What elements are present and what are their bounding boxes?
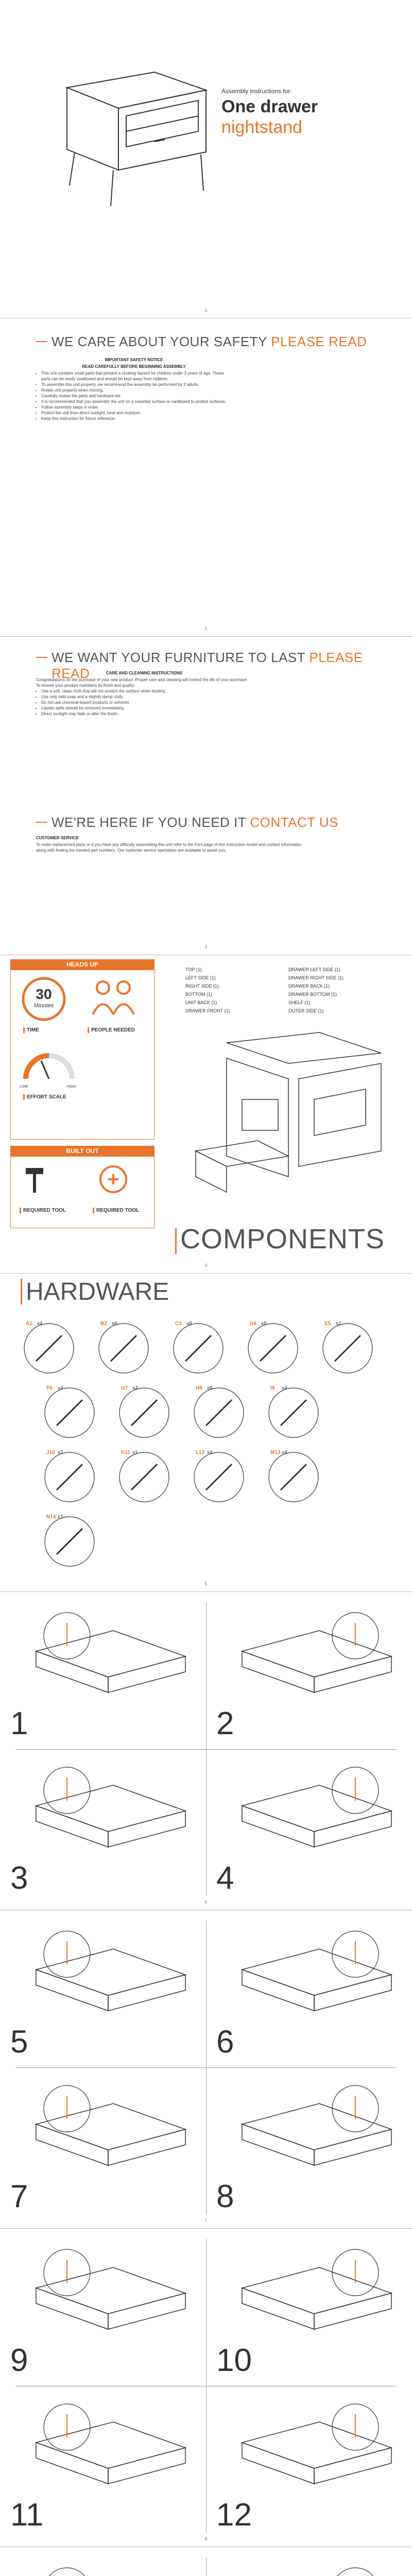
care-head: CARE AND CLEANING INSTRUCTIONS [106, 671, 183, 675]
nightstand-illustration [0, 0, 412, 318]
step-diagram [227, 1759, 402, 1878]
safety-text [36, 357, 232, 421]
care-text [36, 670, 252, 717]
step-number: 5 [10, 2024, 28, 2060]
hardware-grid [21, 1320, 391, 1567]
hardware-qty: x2 [336, 1321, 341, 1327]
care-intro: Congratulations on the purchase of your new product. Proper care and cleaning will extend the life of your purchase. To ensure your product maintains its finish and quality: [36, 677, 248, 688]
safety-title: WE CARE ABOUT YOUR SAFETY [52, 334, 267, 349]
safety-item: • Keep this instruction for future reference. [41, 416, 232, 421]
part-item: UNIT BACK (1) [185, 1000, 217, 1005]
hardware-item [95, 1320, 152, 1377]
safety-page [0, 318, 412, 637]
hardware-code: B2 [100, 1321, 107, 1327]
hardware-qty: x4 [282, 1450, 287, 1455]
step-diagram [21, 1605, 196, 1723]
safety-notice-sub: READ CAREFULLY BEFORE BEGINNING ASSEMBLY [82, 364, 186, 369]
hammer-icon [21, 1164, 52, 1195]
hardware-circle-icon [191, 1449, 247, 1505]
hardware-item [245, 1320, 301, 1377]
steps-page [0, 2547, 412, 2576]
exploded-view-diagram [185, 1022, 402, 1218]
hardware-code: J10 [46, 1450, 55, 1455]
screwdriver-icon [98, 1164, 129, 1195]
care-title-accent: PLEASE READ [52, 650, 363, 681]
step-diagram [227, 2396, 402, 2515]
safety-item: • Carefully review the parts and hardware list. [41, 393, 232, 399]
page-number: 3 [204, 944, 208, 950]
components-page [0, 955, 412, 1274]
people-label: PEOPLE NEEDED [88, 1027, 135, 1033]
effort-low: LOW [20, 1085, 28, 1089]
safety-item: • Rotate unit properly when moving. [41, 387, 232, 393]
step-diagram [21, 2078, 196, 2196]
step-diagram [21, 2396, 196, 2515]
hardware-code: E5 [324, 1321, 331, 1327]
step-number: 6 [216, 2024, 234, 2060]
part-item: RIGHT SIDE (1) [185, 984, 219, 989]
hardware-code: N14 [46, 1514, 56, 1520]
hardware-circle-icon [265, 1384, 322, 1441]
step-number: 7 [10, 2179, 28, 2214]
hardware-code: A1 [26, 1321, 32, 1327]
hardware-item [170, 1320, 227, 1377]
parts-list-left [185, 965, 230, 1015]
step-diagram [227, 1923, 402, 2042]
cover-title-line1: One drawer [221, 97, 318, 116]
step-number: 10 [216, 2343, 252, 2378]
hardware-qty: x8 [261, 1321, 267, 1327]
part-item: LEFT SIDE (1) [185, 975, 216, 980]
effort-label: EFFORT SCALE [23, 1094, 66, 1100]
hardware-qty: x4 [282, 1385, 287, 1391]
hardware-item [21, 1320, 77, 1377]
hardware-qty: x8 [112, 1321, 117, 1327]
effort-high: HIGH [67, 1085, 76, 1089]
step-diagram [21, 2560, 196, 2576]
hardware-item [191, 1384, 247, 1441]
hardware-circle-icon [265, 1449, 322, 1505]
hardware-item [116, 1449, 173, 1505]
divider [206, 2557, 207, 2576]
part-item: BOTTOM (1) [185, 992, 212, 997]
hardware-circle-icon [170, 1320, 227, 1377]
part-item: DRAWER BOTTOM (1) [288, 992, 337, 997]
care-item: • Direct sunlight may fade or alter the finish. [41, 711, 252, 717]
step-number: 8 [216, 2179, 234, 2214]
hardware-qty: x8 [186, 1321, 192, 1327]
page-number: 4 [204, 1263, 208, 1268]
hardware-item [41, 1513, 98, 1570]
service-text: To order replacement parts or if you have any difficulty assembling this unit refer to the front page of this instruction model and contact information along with finding the needed part numbers. Our customer service specialists are available to assist you. [36, 842, 302, 853]
safety-item: • To assemble this unit properly, we recommend the assembly be performed by 2 adults. [41, 382, 232, 387]
hardware-qty: x4 [37, 1321, 43, 1327]
cover-subtitle: Assembly instructions for: [221, 88, 292, 95]
care-title: WE WANT YOUR FURNITURE TO LAST [52, 650, 305, 665]
part-item: DRAWER RIGHT SIDE (1) [288, 975, 344, 980]
hardware-page [0, 1274, 412, 1592]
hardware-qty: x4 [58, 1385, 63, 1391]
page-number: 6 [204, 1900, 208, 1905]
safety-item: • Protect the unit from direct sunlight, heat and moisture. [41, 410, 232, 416]
step-diagram [227, 2242, 402, 2360]
steps-container [0, 1592, 412, 2576]
hardware-item [191, 1449, 247, 1505]
hardware-circle-icon [41, 1449, 98, 1505]
built-out-banner: BUILT OUT [10, 1146, 154, 1156]
effort-gauge-icon [21, 1048, 77, 1084]
step-diagram [21, 1923, 196, 2042]
step-number: 12 [216, 2497, 252, 2533]
tool-label: REQUIRED TOOL [20, 1208, 66, 1213]
part-item: OUTER SIDE (1) [288, 1008, 324, 1013]
hardware-circle-icon [41, 1513, 98, 1570]
hardware-circle-icon [41, 1384, 98, 1441]
page-number: 2 [204, 626, 208, 631]
heads-up-banner: HEADS UP [10, 959, 154, 970]
hardware-qty: x1 [58, 1514, 63, 1520]
tool-label: REQUIRED TOOL [93, 1208, 139, 1213]
steps-page [0, 1910, 412, 2229]
hardware-qty: x1 [132, 1450, 138, 1455]
care-item: • Do not use chemical-based products or solvents. [41, 700, 252, 705]
care-page [0, 637, 412, 955]
hardware-qty: x4 [207, 1450, 213, 1455]
service-head: CUSTOMER SERVICE [36, 836, 79, 840]
steps-page [0, 1592, 412, 1910]
part-item: DRAWER FRONT (1) [185, 1008, 230, 1013]
part-item: TOP (1) [185, 967, 202, 972]
hardware-circle-icon [116, 1449, 173, 1505]
minutes-number: 30 [36, 986, 52, 1002]
hardware-code: C3 [175, 1321, 182, 1327]
step-number: 9 [10, 2343, 28, 2378]
hardware-code: I9 [270, 1385, 275, 1391]
care-item: • Liquids spills should be removed immediately. [41, 705, 252, 711]
parts-list-right [288, 965, 344, 1015]
divider [15, 2067, 397, 2068]
step-diagram [227, 2078, 402, 2196]
hardware-code: L12 [196, 1450, 205, 1455]
safety-title-accent: PLEASE READ [271, 334, 367, 349]
hardware-title: HARDWARE [26, 1278, 169, 1306]
hardware-code: H8 [196, 1385, 202, 1391]
hardware-item [265, 1449, 322, 1505]
safety-notice-head: IMPORTANT SAFETY NOTICE [105, 358, 163, 362]
steps-page [0, 2229, 412, 2547]
step-number: 3 [10, 1860, 28, 1896]
step-number: 2 [216, 1706, 234, 1741]
hardware-code: K11 [121, 1450, 130, 1455]
people-icon [88, 978, 139, 1020]
time-label: TIME [23, 1027, 39, 1033]
hardware-item [265, 1384, 322, 1441]
care-item: • Use a soft, clean cloth that will not scratch the surface when dusting. [41, 688, 252, 694]
safety-item: • It is recommended that you assemble the unit on a carpeted surface or cardboard to protect surfaces. [41, 399, 232, 404]
step-diagram [227, 2560, 402, 2576]
care-item: • Use only mild soap and a slightly damp cloth. [41, 694, 252, 700]
hardware-circle-icon [116, 1384, 173, 1441]
safety-item: • This unit contains small parts that present a choking hazard for children under 3 years of age. These parts can be easily swallowed and should be kept away from children. [41, 370, 232, 382]
step-number: 11 [10, 2497, 44, 2533]
page-number: 1 [204, 308, 208, 313]
step-diagram [21, 1759, 196, 1878]
page-number: 7 [204, 2218, 208, 2223]
hardware-circle-icon [319, 1320, 376, 1377]
hardware-code: G7 [121, 1385, 128, 1391]
part-item: SHELF (1) [288, 1000, 311, 1005]
components-title: COMPONENTS [180, 1224, 385, 1255]
step-diagram [227, 1605, 402, 1723]
hardware-circle-icon [245, 1320, 301, 1377]
hardware-circle-icon [95, 1320, 152, 1377]
minutes-label: Minutes [33, 1003, 54, 1009]
hardware-qty: x4 [132, 1385, 138, 1391]
cover-title-line2: nightstand [221, 117, 302, 137]
step-diagram [21, 2242, 196, 2360]
cover-page [0, 0, 412, 318]
divider [15, 1749, 397, 1750]
contact-title-accent: CONTACT US [250, 815, 339, 830]
step-number: 4 [216, 1860, 234, 1896]
hardware-code: M13 [270, 1450, 281, 1455]
hardware-item [116, 1384, 173, 1441]
title-accent-bar [175, 1228, 177, 1254]
contact-title: WE'RE HERE IF YOU NEED IT [52, 815, 246, 830]
page-number: 8 [204, 2536, 208, 2541]
contact-text [36, 835, 304, 853]
step-number: 1 [10, 1706, 28, 1741]
title-accent-bar [21, 1279, 22, 1304]
hardware-code: F6 [46, 1385, 53, 1391]
page-number: 5 [204, 1581, 208, 1586]
hardware-qty: x8 [207, 1385, 213, 1391]
hardware-item [319, 1320, 376, 1377]
hardware-code: D4 [250, 1321, 256, 1327]
hardware-item [41, 1384, 98, 1441]
part-item: DRAWER BACK (1) [288, 984, 330, 989]
hardware-qty: x2 [58, 1450, 63, 1455]
hardware-circle-icon [21, 1320, 77, 1377]
safety-item: • Follow assembly steps in order. [41, 404, 232, 410]
hardware-item [41, 1449, 98, 1505]
part-item: DRAWER LEFT SIDE (1) [288, 967, 341, 972]
hardware-circle-icon [191, 1384, 247, 1441]
